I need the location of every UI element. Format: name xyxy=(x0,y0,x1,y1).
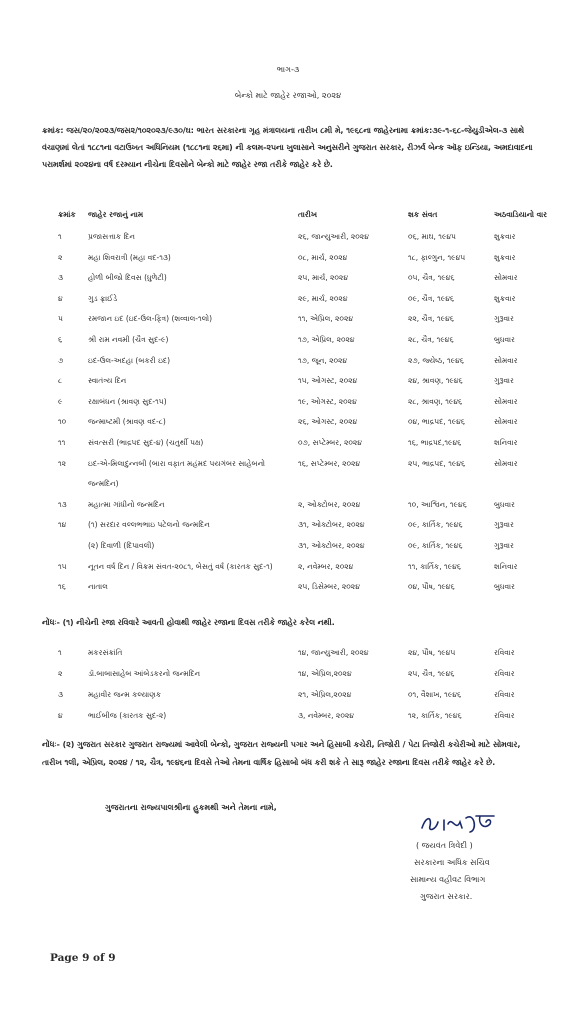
cell-shaka-samvat: ૦૯, કાર્તિક, ૧૯૪૬ xyxy=(408,541,463,550)
cell-weekday: ગુરૂવાર xyxy=(494,541,514,550)
cell-weekday: રવિવાર xyxy=(494,711,515,720)
signatory-org: ગુજરાત સરકાર. xyxy=(420,892,473,901)
cell-date: ૨૯, માર્ચ, ૨૦૨૪ xyxy=(298,293,348,303)
cell-weekday: સોમવાર xyxy=(494,396,518,406)
cell-weekday: શુક્રવાર xyxy=(494,232,516,241)
cell-serial: ૧૦ xyxy=(58,417,67,427)
cell-shaka-samvat: ૨૭, જ્યેષ્ઠ, ૧૯૪૬ xyxy=(408,355,464,365)
cell-serial: ૧૩ xyxy=(58,499,67,509)
cell-shaka-samvat: ૧૨, કાર્તિક, ૧૯૪૬ xyxy=(408,711,462,720)
cell-holiday-name: (૧) સરદાર વલ્લભભાઇ પટેલનો જન્મદિન xyxy=(88,520,210,530)
cell-serial: ૧૫ xyxy=(58,561,67,571)
table-row xyxy=(0,500,576,514)
cell-holiday-name: સંવત્સરી (ભાદ્રપદ સુદ-૪) (ચતુર્થી પક્ષ) xyxy=(88,438,204,447)
cell-serial: ૨ xyxy=(58,252,63,262)
cell-holiday-name: મહાત્મા ગાંધીનો જન્મદિન xyxy=(88,499,165,509)
cell-date: ૦૮, માર્ચ, ૨૦૨૪ xyxy=(298,252,348,262)
cell-serial: ૨ xyxy=(58,669,63,678)
signatory-department: સામાન્ય વહીવટ વિભાગ xyxy=(410,875,486,884)
cell-holiday-name: ગુડ ફ્રાઈડે xyxy=(88,293,118,303)
cell-weekday: સોમવાર xyxy=(494,273,518,283)
cell-shaka-samvat: ૦૯, કાર્તિક, ૧૯૪૬ xyxy=(408,520,463,530)
document-title: બેન્કો માટે જાહેર રજાઓ, ૨૦૨૪ xyxy=(234,91,342,100)
table-header xyxy=(0,210,576,224)
table-row xyxy=(0,541,576,555)
cell-date: ૨૧, એપ્રિલ,૨૦૨૪ xyxy=(298,690,352,699)
cell-holiday-name: હોળી બીજો દિવસ (ધુળેટી) xyxy=(88,273,167,283)
cell-weekday: રવિવાર xyxy=(494,690,515,699)
cell-shaka-samvat: ૨૮, શ્રાવણ, ૧૯૪૬ xyxy=(408,396,463,406)
table-row xyxy=(0,356,576,370)
cell-holiday-name: મકરસંક્રાંતિ xyxy=(88,648,123,657)
cell-shaka-samvat: ૦૪, પૌષ, ૧૯૪૬ xyxy=(408,582,455,592)
cell-shaka-samvat: ૦૬, માઘ, ૧૯૪૫ xyxy=(408,232,456,241)
table-row xyxy=(0,314,576,328)
cell-holiday-name: મહાવીર જન્મ કલ્યાણક xyxy=(88,690,162,699)
cell-shaka-samvat: ૧૮, ફાલ્ગુન, ૧૯૪૫ xyxy=(408,252,466,262)
cell-weekday: શનિવાર xyxy=(494,438,518,447)
cell-holiday-name: શ્રી રામ નવમી (ચૈત્ર સુદ-૯) xyxy=(88,335,169,344)
cell-weekday: બુધવાર xyxy=(494,499,515,509)
signatory-name: ( જયવંત ત્રિવેદી ) xyxy=(416,841,473,850)
cell-date: ૨, ઓક્ટોબર, ૨૦૨૪ xyxy=(298,499,361,509)
signature-image xyxy=(418,810,498,840)
cell-date: ૧૧, એપ્રિલ, ૨૦૨૪ xyxy=(298,314,354,324)
cell-serial: ૧ xyxy=(58,648,62,657)
cell-holiday-name: જન્મદિન) xyxy=(88,479,119,489)
table-row xyxy=(0,520,576,534)
cell-weekday: ગુરૂવાર xyxy=(494,314,514,324)
table-row xyxy=(0,648,576,662)
table-row xyxy=(0,479,576,493)
cell-holiday-name: નાતાલ xyxy=(88,582,108,592)
cell-shaka-samvat: ૦૧, વૈશાખ, ૧૯૪૬ xyxy=(408,690,462,699)
header-weekday: અઠવાડિયાનો વાર xyxy=(494,210,548,219)
cell-date: ૩, નવેમ્બર, ૨૦૨૪ xyxy=(298,711,354,720)
cell-date: ૨૫, માર્ચ, ૨૦૨૪ xyxy=(298,273,348,283)
cell-weekday: બુધવાર xyxy=(494,582,515,592)
cell-serial: ૬ xyxy=(58,335,63,344)
cell-weekday: સોમવાર xyxy=(494,458,518,468)
table-row xyxy=(0,711,576,725)
note-1: નોંધઃ- (૧) નીચેની રજા રવિવારે આવતી હોવાથી જાહેર રજાના દિવસ તરીકે જાહેર કરેલ નથી. xyxy=(42,618,335,627)
cell-weekday: શનિવાર xyxy=(494,561,518,571)
cell-serial: ૧૪ xyxy=(58,520,67,530)
table-row xyxy=(0,669,576,683)
cell-shaka-samvat: ૦૫, ચૈત્ર, ૧૯૪૬ xyxy=(408,273,455,283)
cell-shaka-samvat: ૧૬, ભાદ્રપદ,૧૯૪૬ xyxy=(408,438,462,447)
cell-shaka-samvat: ૨૪, શ્રાવણ, ૧૯૪૬ xyxy=(408,376,463,386)
cell-serial: ૮ xyxy=(58,376,63,386)
table-row xyxy=(0,690,576,704)
order-line: ગુજરાતના રાજ્યપાલશ્રીના હુકમથી અને તેમના નામે, xyxy=(105,803,277,812)
cell-serial: ૧૨ xyxy=(58,458,67,468)
cell-weekday: રવિવાર xyxy=(494,669,515,678)
cell-serial: ૪ xyxy=(58,293,63,303)
table-row xyxy=(0,397,576,411)
cell-date: ૩૧, ઓક્ટોબર, ૨૦૨૪ xyxy=(298,541,365,550)
cell-serial: ૧ xyxy=(58,232,62,241)
table-row xyxy=(0,562,576,576)
cell-date: ૨૫, ડિસેમ્બર, ૨૦૨૪ xyxy=(298,582,360,592)
note-2: નોંધઃ- (૨) ગુજરાત સરકાર ગુજરાત રાજ્યમાં આવેલી બેન્કો, ગુજરાત રાજ્યની પગાર અને હિસાબી કચેરી, તિજોરી / પેટા તિજોરી કચેરીઓ માટે સોમવાર, તારીખ ૧લી, એપ્રિલ, ૨૦૨૪ / ૧૨, ચૈત્ર, ૧૯૪૬ના દિવસે તેઓ તેમના વાર્ષિક હિસાબો બંધ કરી શકે તે સારૂ જાહેર રજાના દિવસ તરીકે જાહેર કરે છે. xyxy=(42,740,521,767)
cell-shaka-samvat: ૦૪, ભાદ્રપદ, ૧૯૪૬ xyxy=(408,417,465,427)
cell-date: ૧૯, ઓગસ્ટ, ૨૦૨૪ xyxy=(298,396,357,406)
cell-date: ૨૬, ઓગસ્ટ, ૨૦૨૪ xyxy=(298,417,358,427)
cell-date: ૧૭, એપ્રિલ, ૨૦૨૪ xyxy=(298,335,355,344)
cell-shaka-samvat: ૨૫, ભાદ્રપદ, ૧૯૪૬ xyxy=(408,458,466,468)
cell-serial: ૫ xyxy=(58,314,63,324)
header-holiday-name: જાહેર રજાનું નામ xyxy=(88,210,144,219)
page-number: Page 9 of 9 xyxy=(50,952,116,964)
table-row xyxy=(0,582,576,596)
cell-weekday: સોમવાર xyxy=(494,355,518,365)
cell-holiday-name: નૂતન વર્ષ દિન / વિક્રમ સંવત-૨૦૮૧, બેસતું વર્ષ (કારતક સુદ-૧) xyxy=(88,561,273,571)
table-row xyxy=(0,459,576,473)
cell-holiday-name: પ્રજાસત્તાક દિન xyxy=(88,232,135,241)
cell-weekday: શુક્રવાર xyxy=(494,293,516,303)
header-serial: ક્રમાંક xyxy=(58,210,76,219)
cell-weekday: શુક્રવાર xyxy=(494,252,516,262)
cell-serial: ૧૬ xyxy=(58,582,66,592)
cell-holiday-name: જન્માષ્ટમી (શ્રાવણ વદ-૮) xyxy=(88,417,166,427)
table-row xyxy=(0,273,576,287)
cell-holiday-name: ડૉ.બાબાસાહેબ આંબેડકરનો જન્મદિન xyxy=(88,669,201,678)
cell-weekday: બુધવાર xyxy=(494,335,515,344)
cell-holiday-name: સ્વાતંત્ર્ય દિન xyxy=(88,376,127,386)
cell-date: ૨, નવેમ્બર, ૨૦૨૪ xyxy=(298,561,354,571)
cell-weekday: રવિવાર xyxy=(494,648,515,657)
cell-date: ૨૬, જાન્યુઆરી, ૨૦૨૪ xyxy=(298,232,369,241)
table-row xyxy=(0,253,576,267)
cell-shaka-samvat: ૨૨, ચૈત્ર, ૧૯૪૬ xyxy=(408,314,454,324)
table-row xyxy=(0,335,576,349)
cell-shaka-samvat: ૧૧, કાર્તિક, ૧૯૪૬ xyxy=(408,561,461,571)
cell-serial: ૪ xyxy=(58,711,63,720)
signatory-designation: સરકારના અધિક સચિવ xyxy=(414,858,490,867)
part-label: ભાગ-૩ xyxy=(276,65,300,74)
cell-date: ૦૭, સપ્ટેમ્બર, ૨૦૨૪ xyxy=(298,438,362,447)
cell-holiday-name: રક્ષાબંધન (શ્રાવણ સુદ-૧૫) xyxy=(88,396,167,406)
header-date: તારીખ xyxy=(298,210,317,219)
cell-serial: ૯ xyxy=(58,396,63,406)
cell-date: ૧૪, એપ્રિલ,૨૦૨૪ xyxy=(298,669,352,678)
cell-weekday: ગુરૂવાર xyxy=(494,520,514,530)
cell-date: ૧૪, જાન્યુઆરી, ૨૦૨૪ xyxy=(298,648,369,657)
table-row xyxy=(0,438,576,452)
table-row xyxy=(0,376,576,390)
cell-weekday: ગુરૂવાર xyxy=(494,376,514,386)
cell-holiday-name: મહા શિવરાત્રી (મહા વદ-૧૩) xyxy=(88,252,171,262)
header-shaka-samvat: શક સંવત xyxy=(408,210,438,219)
intro-paragraph: ક્રમાંક: જસ/૨૦/૨૦૨૩/જસ૨/૧૦૨૦૨૩/૯૩૦/ઘ: ભારત સરકારના ગૃહ મંત્રાલયના તારીખ ૮મી મે, ૧૯૬૮ના જાહેરનામા ક્રમાંક:૩૯-૧-૬૮-જેયુડીએલ-૩ સાથે વંચાણમાં લેતાં ૧૮૮૧ના વટાઉખત અધિનિયમ (૧૮૮૧ના ૨૬મા) ની કલમ-૨૫ના ખુલાસાને અનુસરીને ગુજરાત સરકાર, રીઝર્વ બેન્ક ઑફ ઇન્ડિયા, અમદાવાદના પરામર્શમાં ૨૦૨૪ના વર્ષ દરમ્યાન નીચેના દિવસોને બેન્કો માટે જાહેર રજા તરીકે જાહેર કરે છે. xyxy=(42,126,533,169)
cell-shaka-samvat: ૧૦, આશ્વિન, ૧૯૪૬ xyxy=(408,499,467,509)
cell-holiday-name: રમજાન ઇદ (ઇદ-ઉલ-ફિત્ર) (શવ્વાલ-૧લો) xyxy=(88,314,213,324)
cell-shaka-samvat: ૦૯, ચૈત્ર, ૧૯૪૬ xyxy=(408,293,455,303)
cell-weekday: સોમવાર xyxy=(494,417,518,427)
cell-holiday-name: ઇદ-એ-મિલાદુન્નબી (બારા વફાત મહંમદ પયગંબર સાહેબનો xyxy=(88,458,266,468)
cell-holiday-name: ભાઈબીજ (કારતક સુદ-૨) xyxy=(88,711,167,720)
table-row xyxy=(0,417,576,431)
cell-serial: ૧૧ xyxy=(58,438,66,447)
cell-shaka-samvat: ૨૮, ચૈત્ર, ૧૯૪૬ xyxy=(408,335,454,344)
cell-date: ૧૭, જૂન, ૨૦૨૪ xyxy=(298,355,348,365)
cell-serial: ૩ xyxy=(58,273,63,283)
cell-date: ૧૫, ઓગસ્ટ, ૨૦૨૪ xyxy=(298,376,358,386)
cell-serial: ૭ xyxy=(58,355,64,365)
cell-shaka-samvat: ૨૫, ચૈત્ર, ૧૯૪૬ xyxy=(408,669,455,678)
table-row xyxy=(0,232,576,246)
cell-date: ૩૧, ઓક્ટોબર, ૨૦૨૪ xyxy=(298,520,365,530)
cell-shaka-samvat: ૨૪, પૌષ, ૧૯૪૫ xyxy=(408,648,456,657)
cell-holiday-name: (૨) દિવાળી (દિપાવલી) xyxy=(88,541,155,550)
cell-date: ૧૬, સપ્ટેમ્બર, ૨૦૨૪ xyxy=(298,458,361,468)
cell-serial: ૩ xyxy=(58,690,63,699)
table-row xyxy=(0,294,576,308)
cell-holiday-name: ઇદ-ઉલ-અદહા (બકરી ઇદ) xyxy=(88,355,171,365)
